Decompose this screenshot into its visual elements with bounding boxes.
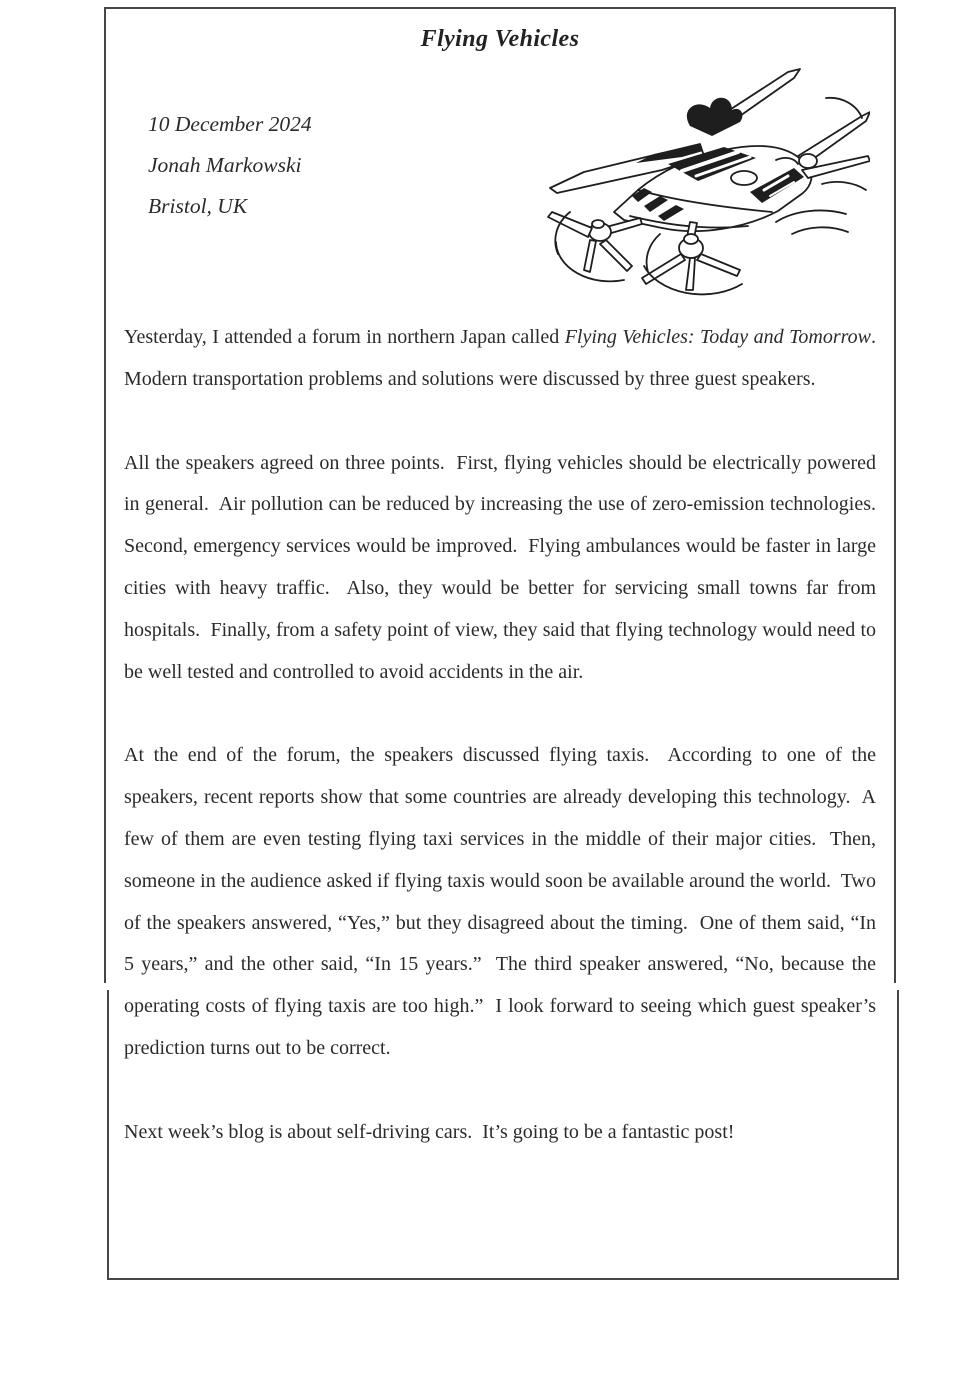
text-segment: All the speakers agreed on three points. First, flying vehicles should be electrically powered in general. Air pollution can be reduced by increasing the use of zero-emission technologies. Second, emergency services would be improved. Flying ambulances would be faster in large cities with heavy traffic. Also, they would be better for servicing small towns far from hospitals. Finally, from a safety point of view, they said that flying technology would need to be well tested and controlled to avoid accidents in the air. xyxy=(124,451,886,683)
date-line: 10 December 2024 xyxy=(148,112,312,136)
location-line: Bristol, UK xyxy=(148,194,248,218)
text-segment: Next week’s blog is about self-driving cars. It’s going to be a fantastic post! xyxy=(124,1120,735,1143)
page-title: Flying Vehicles xyxy=(420,26,580,52)
italic-text-segment: Flying Vehicles: Today and Tomorrow xyxy=(564,326,872,348)
paragraph-intro xyxy=(124,317,887,401)
paragraph-flying-taxis xyxy=(124,735,881,1069)
text-segment: . Modern transportation problems and solutions were discussed by three guest speakers. xyxy=(124,326,887,390)
text-segment: At the end of the forum, the speakers discussed flying taxis. According to one of the speakers, recent reports show that some countries are already developing this technology. A few of them are even testing flying taxi services in the middle of their major cities. Then, someone in the audience asked if flying taxis would soon be available around the world. Two of the speakers answered, “Yes,” but they disagreed about the timing. One of them said, “In 5 years,” and the other said, “In 15 years.” The third speaker answered, “No, because the operating costs of flying taxis are too high.” I look forward to seeing which guest speaker’s prediction turns out to be correct. xyxy=(124,744,881,1059)
byline-block xyxy=(148,104,312,227)
body-text xyxy=(124,317,887,1154)
paragraph-closing xyxy=(124,1112,876,1154)
paragraph-three-points xyxy=(124,443,886,694)
flying-car-line-art-icon xyxy=(540,64,870,296)
text-segment: Yesterday, I attended a forum in northern Japan called xyxy=(124,326,565,348)
flying-car-illustration xyxy=(540,64,870,296)
author-line: Jonah Markowski xyxy=(148,153,302,177)
